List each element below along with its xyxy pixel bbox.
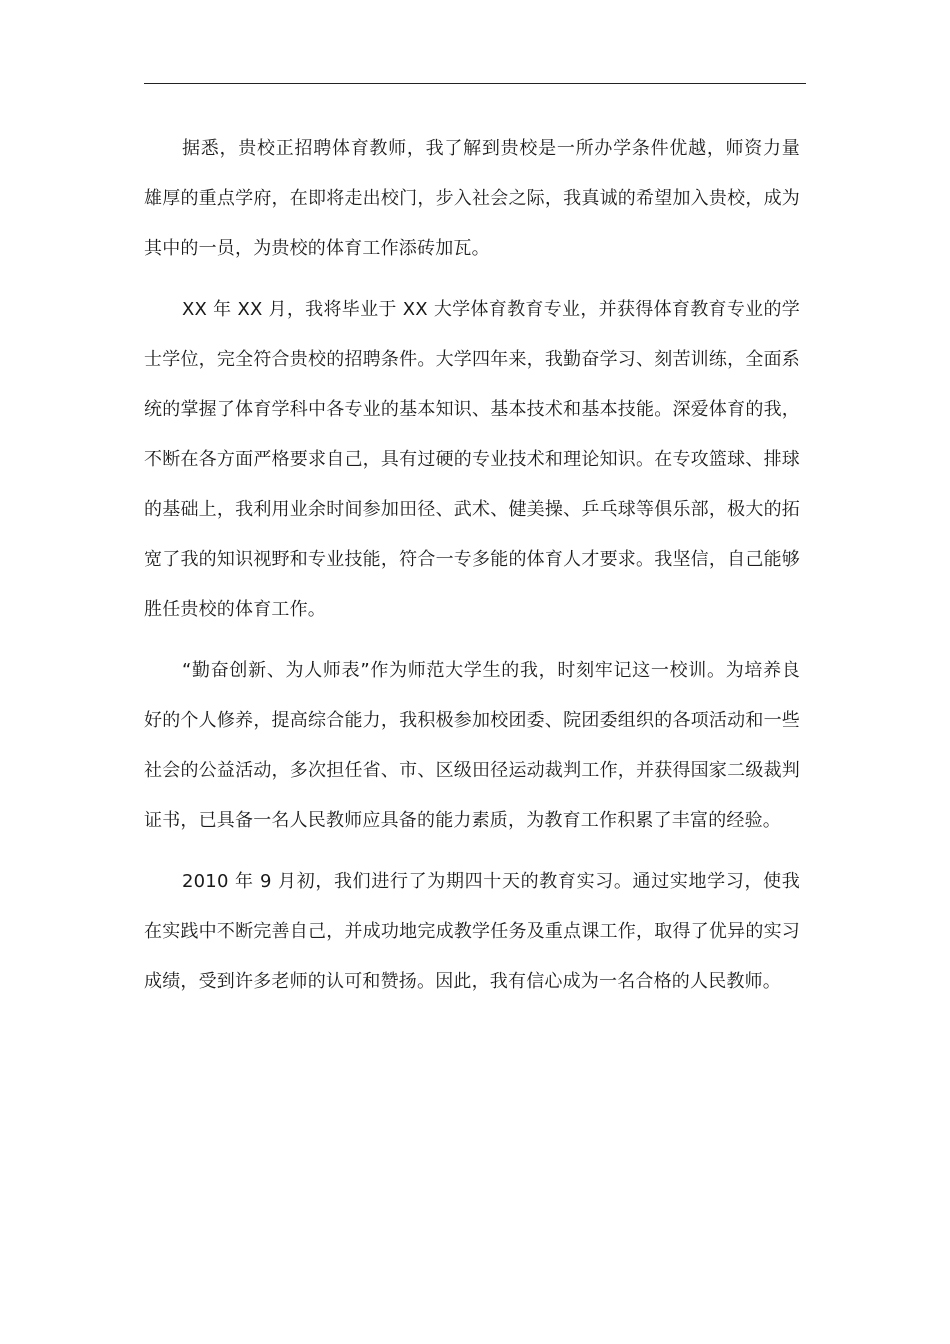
paragraph: 据悉，贵校正招聘体育教师，我了解到贵校是一所办学条件优越，师资力量雄厚的重点学府，在即将走出校门，步入社会之际，我真诚的希望加入贵校，成为其中的一员，为贵校的体育工作添砖加瓦。 — [144, 138, 800, 259]
document-body — [144, 124, 800, 1018]
paragraph: “勤奋创新、为人师表”作为师范大学生的我，时刻牢记这一校训。为培养良好的个人修养，提高综合能力，我积极参加校团委、院团委组织的各项活动和一些社会的公益活动，多次担任省、市、区级田径运动裁判工作，并获得国家二级裁判证书，已具备一名人民教师应具备的能力素质，为教育工作积累了丰富的经验。 — [144, 660, 800, 831]
paragraph: XX 年 XX 月，我将毕业于 XX 大学体育教育专业，并获得体育教育专业的学士学位，完全符合贵校的招聘条件。大学四年来，我勤奋学习、刻苦训练，全面系统的掌握了体育学科中各专业的基本知识、基本技术和基本技能。深爱体育的我，不断在各方面严格要求自己，具有过硬的专业技术和理论知识。在专攻篮球、排球的基础上，我利用业余时间参加田径、武术、健美操、乒乓球等俱乐部，极大的拓宽了我的知识视野和专业技能，符合一专多能的体育人才要求。我坚信，自己能够胜任贵校的体育工作。 — [144, 299, 800, 620]
header-rule — [144, 83, 806, 84]
paragraph: 2010 年 9 月初，我们进行了为期四十天的教育实习。通过实地学习，使我在实践中不断完善自己，并成功地完成教学任务及重点课工作，取得了优异的实习成绩，受到许多老师的认可和赞扬。因此，我有信心成为一名合格的人民教师。 — [144, 871, 800, 992]
